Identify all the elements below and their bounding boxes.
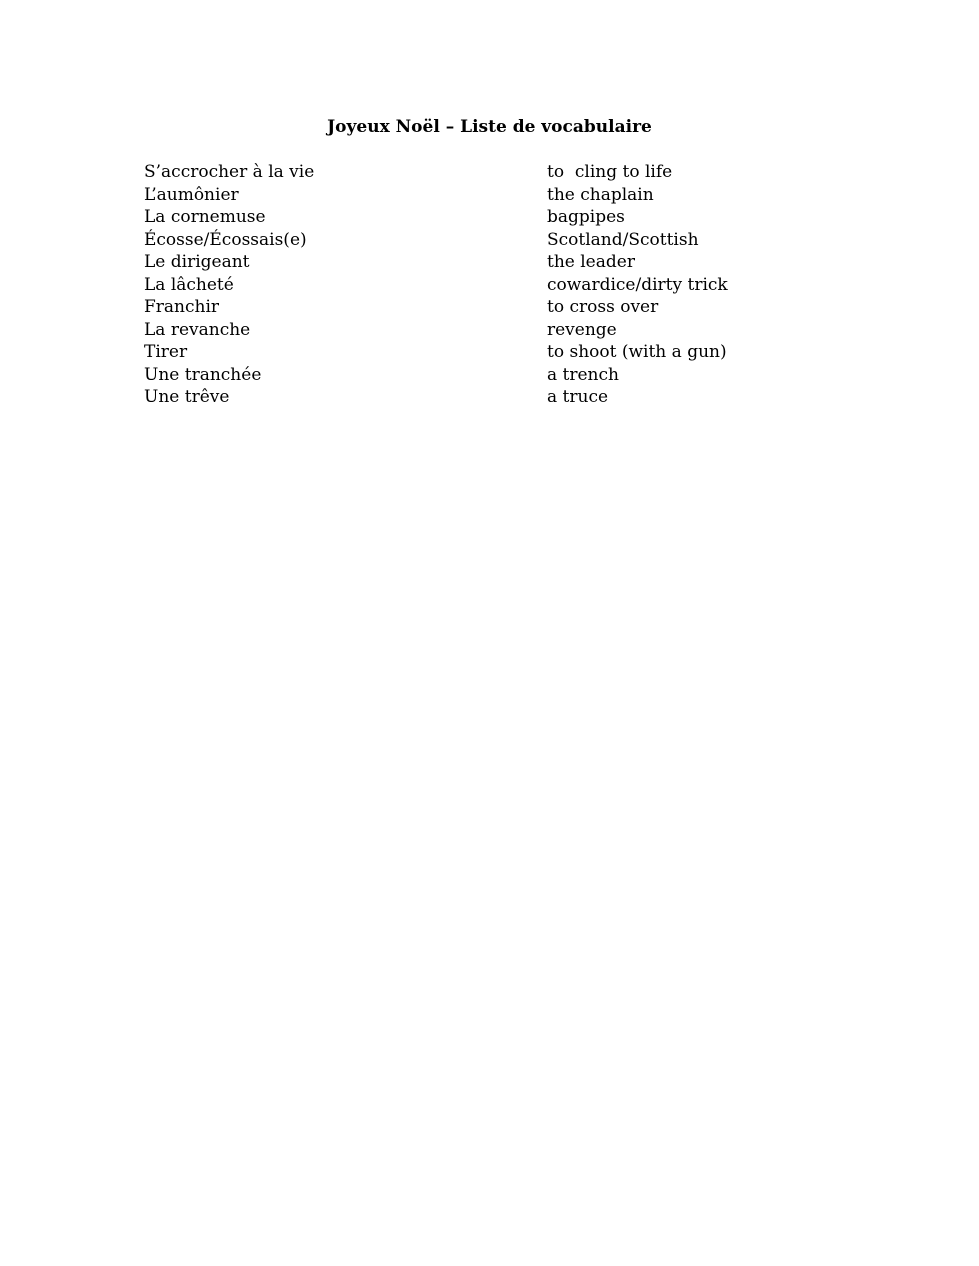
vocab-english-translation: to cling to life	[547, 162, 673, 182]
vocab-english-translation: to shoot (with a gun)	[547, 342, 727, 362]
vocab-english-translation: Scotland/Scottish	[547, 229, 699, 250]
vocab-french-term: Le dirigeant	[144, 252, 250, 272]
vocab-french-term: La revanche	[144, 319, 251, 340]
vocab-french-term: Une tranchée	[144, 364, 262, 385]
vocab-row	[144, 274, 784, 297]
vocab-french-term: Tirer	[144, 342, 188, 362]
vocab-french-term: Écosse/Écossais(e)	[144, 229, 307, 250]
vocab-french-term: La cornemuse	[144, 207, 266, 227]
vocab-english-translation: cowardice/dirty trick	[547, 274, 728, 295]
vocab-row	[144, 386, 784, 409]
vocab-french-term: Une trêve	[144, 387, 230, 407]
vocab-row	[144, 364, 784, 387]
vocab-english-translation: a truce	[547, 387, 609, 407]
vocab-row	[144, 206, 784, 229]
vocab-row	[144, 341, 784, 364]
vocab-english-translation: revenge	[547, 319, 617, 340]
vocab-french-term: S’accrocher à la vie	[144, 162, 315, 182]
page-title: Joyeux Noël – Liste de vocabulaire	[327, 117, 652, 137]
vocab-row	[144, 184, 784, 207]
vocabulary-list	[144, 161, 784, 409]
vocab-french-term: La lâcheté	[144, 274, 234, 295]
vocab-french-term: L’aumônier	[144, 184, 239, 205]
vocab-english-translation: to cross over	[547, 297, 659, 317]
vocab-row	[144, 319, 784, 342]
vocab-french-term: Franchir	[144, 297, 220, 317]
vocab-row	[144, 296, 784, 319]
vocab-english-translation: the leader	[547, 252, 635, 272]
vocab-row	[144, 161, 784, 184]
vocab-english-translation: a trench	[547, 364, 619, 385]
vocab-row	[144, 251, 784, 274]
vocab-english-translation: bagpipes	[547, 207, 625, 227]
vocab-row	[144, 229, 784, 252]
vocab-english-translation: the chaplain	[547, 184, 654, 205]
